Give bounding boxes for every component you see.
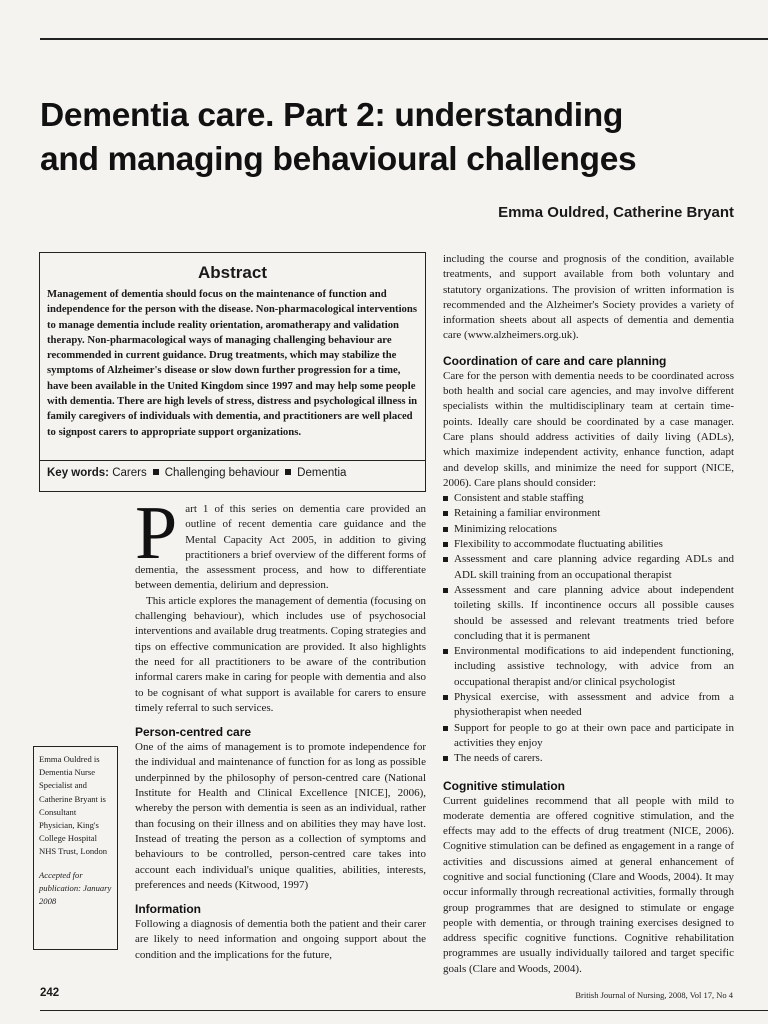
- bullet-square-icon: [153, 469, 159, 475]
- list-item: Consistent and stable staffing: [443, 491, 734, 506]
- author-info-box: [33, 746, 118, 950]
- title-line-2: and managing behavioural challenges: [40, 141, 637, 178]
- abstract-box: [39, 252, 426, 492]
- keyword: Challenging behaviour: [164, 467, 280, 479]
- keyword: Dementia: [297, 467, 347, 479]
- author-affiliations: Emma Ouldred is Dementia Nurse Specialist and Catherine Bryant is Consultant Physician, King's College Hospital NHS Trust, London: [39, 754, 108, 857]
- information-paragraph: Following a diagnosis of dementia both the patient and their carer are likely to need information and ongoing support about the condition and the implications for the future,: [135, 918, 426, 961]
- keyword: Carers: [112, 467, 147, 479]
- authors: Emma Ouldred, Catherine Bryant: [498, 204, 734, 221]
- right-column: [443, 252, 734, 977]
- keywords: [47, 467, 346, 479]
- cognitive-paragraph: Current guidelines recommend that all people with mild to moderate dementia are offered cognitive stimulation, and the effects may add to the effects of drug treatment (NICE, 2006). Cognitive stimulation can be defined as engagement in a range of activities and discussions aimed at general enhancement of cognitive and social functioning (Clare and Woods, 2004). It may occur informally through recreational activities, formally through group programmes that are designed to stimulate or engage people with dementia, or through training exercises designed to address specific cognitive functions. Cognitive rehabilitation programmes are usually individually tailored and target specific goals (Clare and Woods, 2004).: [443, 794, 734, 975]
- heading-person-centred-care: Person-centred care: [135, 725, 252, 740]
- list-item: Assessment and care planning advice regarding ADLs and ADL skill training from an occupational therapist: [443, 552, 734, 583]
- top-rule: [40, 38, 768, 40]
- heading-information: Information: [135, 902, 201, 917]
- list-item: The needs of carers.: [443, 751, 734, 766]
- abstract-text: Management of dementia should focus on the maintenance of function and independence for the person with the disease. Non-pharmacological interventions to manage dementia include reality orientation, aromatherapy and validation therapy. Non-pharmacological ways of managing challenging behaviour are recommended in current guidance. Drug treatments, which may stabilize the symptoms of Alzheimer's disease or slow down further progression for a time, have been available in the United Kingdom since 1997 and may help some people with dementia. There are high levels of stress, distress and psychological illness in family caregivers of individuals with dementia, and practitioners are well placed to signpost carers to appropriate support organizations.: [47, 288, 418, 438]
- list-item: Retaining a familiar environment: [443, 506, 734, 521]
- keywords-divider: [40, 460, 425, 461]
- information-paragraph-continued: including the course and prognosis of the condition, available treatments, and support available from both voluntary and statutory organizations. The provision of written information is recommended and the Alzheimer's Society provides a variety of information sheets about all aspects of dementia and dementia care (www.alzheimers.org.uk).: [443, 253, 734, 342]
- article-title: [40, 94, 760, 182]
- accepted-date: Accepted for publication: January 2008: [39, 869, 112, 907]
- list-item: Environmental modifications to aid independent functioning, including assistive technology, with advice from an occupational therapist and/or clinical psychologist: [443, 644, 734, 690]
- coordination-paragraph: Care for the person with dementia needs to be coordinated across both health and social care agencies, and may involve different specialists within the multidisciplinary team at certain time-points. Ideally care should be coordinated by a case manager. Care plans should address activities of daily living (ADLs), which maximize independent activity, enhance function, adapt and develop skills, and minimize the need for support (NICE, 2006). Care plans should consider:: [443, 369, 734, 489]
- abstract-heading: Abstract: [198, 263, 267, 282]
- heading-cognitive-stimulation: Cognitive stimulation: [443, 778, 566, 793]
- list-item: Minimizing relocations: [443, 522, 734, 537]
- intro-paragraph-2: This article explores the management of dementia (focusing on challenging behaviour), which includes use of psychosocial interventions and available drug treatments. Coping strategies and tips on effective communication are provided. It also highlights the need for all practitioners to be aware of the contribution informal carers make in caring for people with dementia and also to be cognisant of what support is available for carers to ensure timely referral to such services.: [135, 594, 426, 714]
- list-item: Flexibility to accommodate fluctuating abilities: [443, 537, 734, 552]
- title-line-1: Dementia care. Part 2: understanding: [40, 97, 624, 134]
- bullet-square-icon: [285, 469, 291, 475]
- bottom-rule: [40, 1010, 768, 1011]
- care-plan-list: [443, 491, 734, 766]
- journal-citation: British Journal of Nursing, 2008, Vol 17, No 4: [575, 990, 733, 1000]
- list-item: Support for people to go at their own pace and participate in activities they enjoy: [443, 721, 734, 752]
- left-column: [135, 491, 426, 963]
- person-centred-paragraph: One of the aims of management is to promote independence for the individual and maintenance of function for as long as possible underpinned by the philosophy of person-centred care (National Institute for Health and Clinical Excellence [NICE], 2006), whereby the person with dementia is seen as an individual, rather than focusing on their illness and on abilities they may have lost. Instead of treating the person as a collection of symptoms and behaviours to be controlled, person-centred care takes into account each individual's unique qualities, abilities, interests, preferences and needs (Kitwood, 1997): [135, 741, 426, 891]
- page-number: 242: [40, 987, 60, 999]
- list-item: Physical exercise, with assessment and advice from a physiotherapist when needed: [443, 690, 734, 721]
- intro-paragraph: Part 1 of this series on dementia care provided an outline of recent dementia care guidance and the Mental Capacity Act 2005, in addition to giving practitioners a brief overview of the different forms of dementia, the assessment process, and how to differentiate between dementia, delirium and depression.: [135, 491, 426, 592]
- heading-coordination: Coordination of care and care planning: [443, 353, 667, 368]
- drop-cap: P: [135, 491, 178, 575]
- list-item: Assessment and care planning advice about independent toileting skills. If incontinence occurs all possible causes should be assessed and relevant treatments tried before concluding that it is permanent: [443, 583, 734, 644]
- keywords-label: Key words:: [47, 467, 109, 479]
